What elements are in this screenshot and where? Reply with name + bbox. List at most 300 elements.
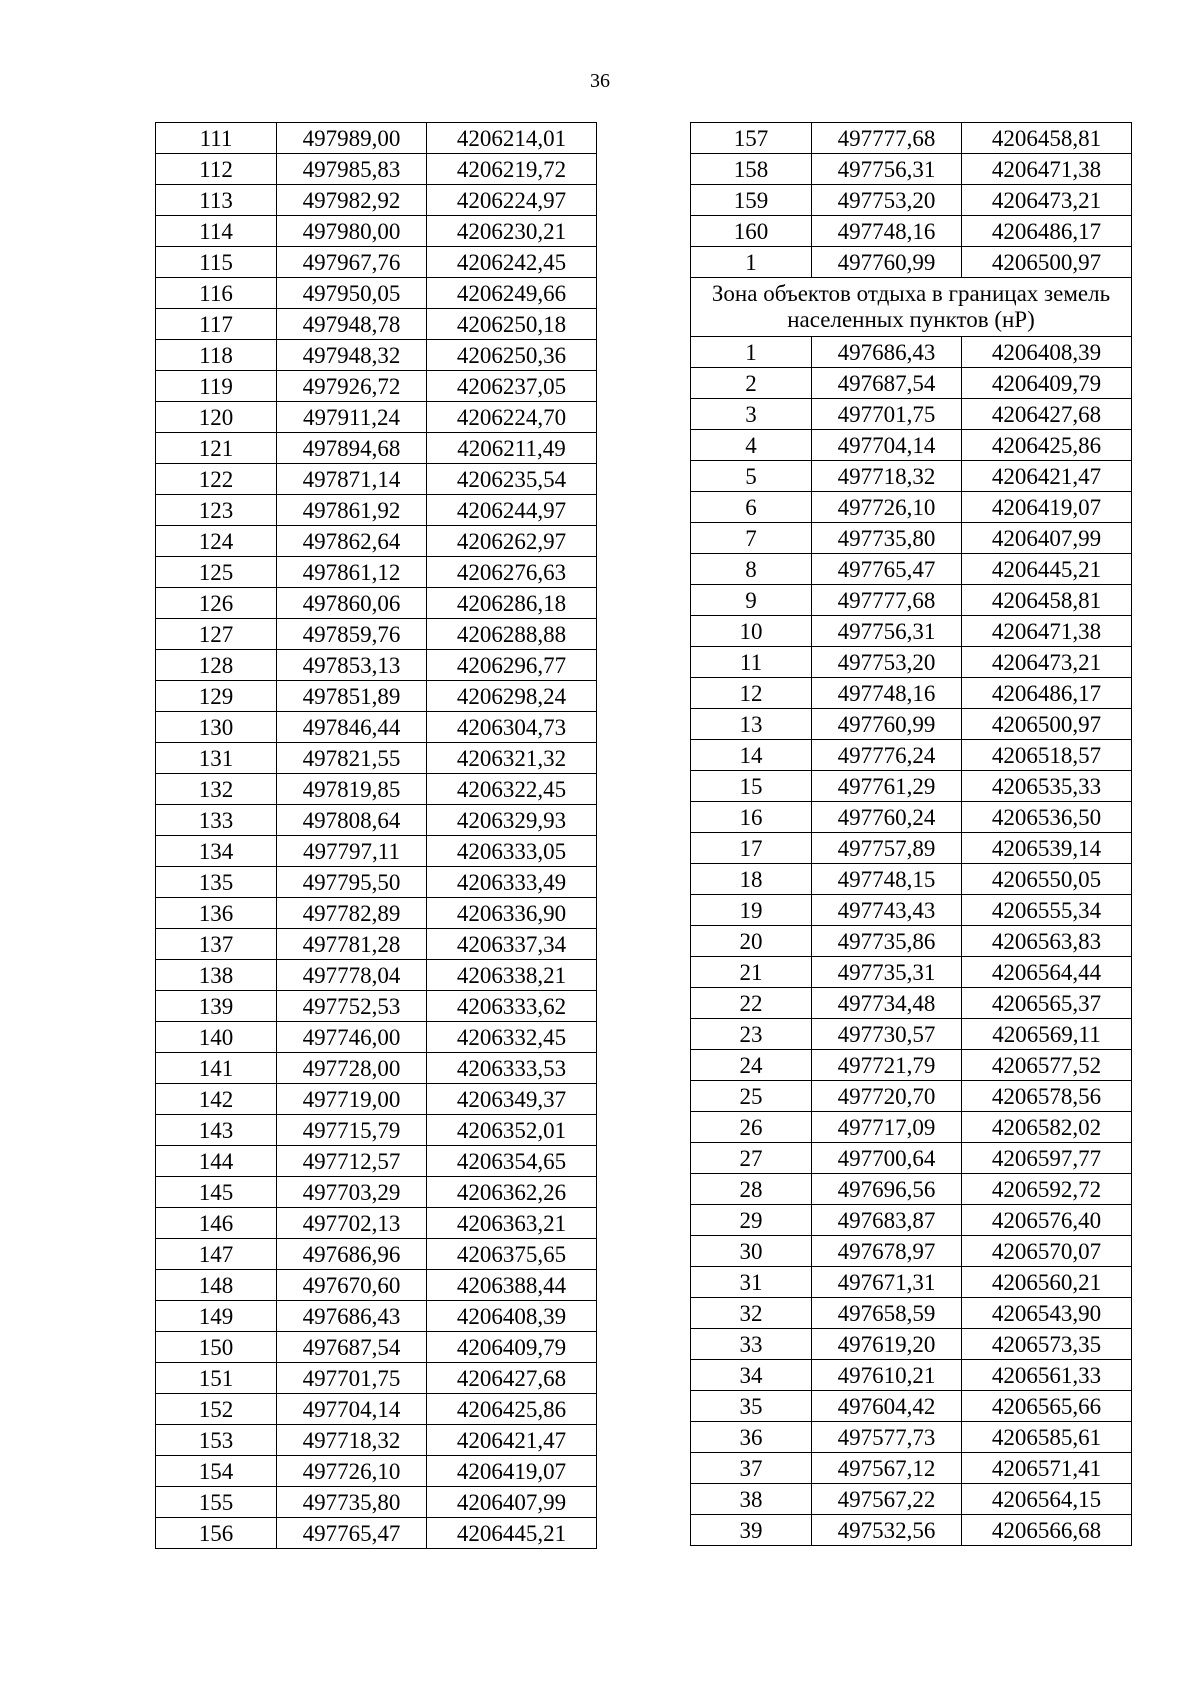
zone-heading: Зона объектов отдыха в границах земель населенных пунктов (нР)	[691, 278, 1132, 337]
point-number-cell: 145	[156, 1177, 277, 1208]
point-number-cell: 130	[156, 712, 277, 743]
x-coordinate-cell: 497808,64	[277, 805, 427, 836]
x-coordinate-cell: 497860,06	[277, 588, 427, 619]
x-coordinate-cell: 497894,68	[277, 433, 427, 464]
table-row	[691, 926, 1132, 957]
table-row	[691, 185, 1132, 216]
x-coordinate-cell: 497760,99	[812, 709, 962, 740]
point-number-cell: 159	[691, 185, 812, 216]
point-number-cell: 22	[691, 988, 812, 1019]
y-coordinate-cell: 4206244,97	[427, 495, 597, 526]
x-coordinate-cell: 497687,54	[812, 368, 962, 399]
point-number-cell: 157	[691, 123, 812, 154]
point-number-cell: 4	[691, 430, 812, 461]
point-number-cell: 148	[156, 1270, 277, 1301]
table-row	[156, 743, 597, 774]
table-row	[156, 1239, 597, 1270]
x-coordinate-cell: 497871,14	[277, 464, 427, 495]
table-row	[691, 1515, 1132, 1546]
coordinates-table-right-body-top	[691, 123, 1132, 278]
y-coordinate-cell: 4206224,70	[427, 402, 597, 433]
point-number-cell: 15	[691, 771, 812, 802]
table-row	[156, 619, 597, 650]
x-coordinate-cell: 497795,50	[277, 867, 427, 898]
y-coordinate-cell: 4206352,01	[427, 1115, 597, 1146]
point-number-cell: 18	[691, 864, 812, 895]
y-coordinate-cell: 4206445,21	[427, 1518, 597, 1549]
x-coordinate-cell: 497756,31	[812, 616, 962, 647]
x-coordinate-cell: 497686,96	[277, 1239, 427, 1270]
y-coordinate-cell: 4206539,14	[962, 833, 1132, 864]
y-coordinate-cell: 4206329,93	[427, 805, 597, 836]
point-number-cell: 125	[156, 557, 277, 588]
table-row	[691, 864, 1132, 895]
x-coordinate-cell: 497704,14	[277, 1394, 427, 1425]
y-coordinate-cell: 4206486,17	[962, 678, 1132, 709]
y-coordinate-cell: 4206536,50	[962, 802, 1132, 833]
table-row	[691, 1205, 1132, 1236]
y-coordinate-cell: 4206535,33	[962, 771, 1132, 802]
y-coordinate-cell: 4206409,79	[962, 368, 1132, 399]
x-coordinate-cell: 497752,53	[277, 991, 427, 1022]
y-coordinate-cell: 4206333,62	[427, 991, 597, 1022]
y-coordinate-cell: 4206573,35	[962, 1329, 1132, 1360]
y-coordinate-cell: 4206408,39	[427, 1301, 597, 1332]
table-row	[691, 399, 1132, 430]
point-number-cell: 117	[156, 309, 277, 340]
x-coordinate-cell: 497720,70	[812, 1081, 962, 1112]
y-coordinate-cell: 4206333,05	[427, 836, 597, 867]
zone-heading-row	[691, 278, 1132, 337]
point-number-cell: 114	[156, 216, 277, 247]
table-row	[691, 123, 1132, 154]
x-coordinate-cell: 497700,64	[812, 1143, 962, 1174]
table-row	[156, 1301, 597, 1332]
coordinates-table-right-body-bottom	[691, 337, 1132, 1546]
y-coordinate-cell: 4206425,86	[427, 1394, 597, 1425]
point-number-cell: 124	[156, 526, 277, 557]
y-coordinate-cell: 4206555,34	[962, 895, 1132, 926]
point-number-cell: 26	[691, 1112, 812, 1143]
y-coordinate-cell: 4206249,66	[427, 278, 597, 309]
y-coordinate-cell: 4206582,02	[962, 1112, 1132, 1143]
table-row	[156, 1363, 597, 1394]
table-row	[156, 1177, 597, 1208]
point-number-cell: 138	[156, 960, 277, 991]
x-coordinate-cell: 497777,68	[812, 585, 962, 616]
point-number-cell: 113	[156, 185, 277, 216]
x-coordinate-cell: 497760,99	[812, 247, 962, 278]
y-coordinate-cell: 4206471,38	[962, 154, 1132, 185]
x-coordinate-cell: 497748,16	[812, 216, 962, 247]
point-number-cell: 39	[691, 1515, 812, 1546]
x-coordinate-cell: 497861,12	[277, 557, 427, 588]
y-coordinate-cell: 4206518,57	[962, 740, 1132, 771]
x-coordinate-cell: 497703,29	[277, 1177, 427, 1208]
table-row	[156, 650, 597, 681]
point-number-cell: 139	[156, 991, 277, 1022]
point-number-cell: 116	[156, 278, 277, 309]
x-coordinate-cell: 497797,11	[277, 836, 427, 867]
x-coordinate-cell: 497726,10	[277, 1456, 427, 1487]
y-coordinate-cell: 4206250,36	[427, 340, 597, 371]
point-number-cell: 147	[156, 1239, 277, 1270]
point-number-cell: 132	[156, 774, 277, 805]
table-row	[691, 988, 1132, 1019]
coordinates-table-right	[690, 122, 1132, 1546]
point-number-cell: 16	[691, 802, 812, 833]
table-row	[691, 1484, 1132, 1515]
y-coordinate-cell: 4206419,07	[427, 1456, 597, 1487]
table-row	[156, 898, 597, 929]
x-coordinate-cell: 497821,55	[277, 743, 427, 774]
x-coordinate-cell: 497781,28	[277, 929, 427, 960]
table-row	[691, 461, 1132, 492]
table-row	[691, 554, 1132, 585]
point-number-cell: 154	[156, 1456, 277, 1487]
table-row	[156, 712, 597, 743]
x-coordinate-cell: 497604,42	[812, 1391, 962, 1422]
x-coordinate-cell: 497712,57	[277, 1146, 427, 1177]
table-row	[691, 833, 1132, 864]
x-coordinate-cell: 497577,73	[812, 1422, 962, 1453]
point-number-cell: 121	[156, 433, 277, 464]
x-coordinate-cell: 497721,79	[812, 1050, 962, 1081]
x-coordinate-cell: 497718,32	[277, 1425, 427, 1456]
x-coordinate-cell: 497819,85	[277, 774, 427, 805]
y-coordinate-cell: 4206250,18	[427, 309, 597, 340]
table-row	[156, 1270, 597, 1301]
x-coordinate-cell: 497776,24	[812, 740, 962, 771]
x-coordinate-cell: 497765,47	[812, 554, 962, 585]
x-coordinate-cell: 497726,10	[812, 492, 962, 523]
table-row	[691, 216, 1132, 247]
x-coordinate-cell: 497748,16	[812, 678, 962, 709]
table-row	[156, 1518, 597, 1549]
table-row	[156, 526, 597, 557]
x-coordinate-cell: 497846,44	[277, 712, 427, 743]
table-row	[691, 771, 1132, 802]
table-row	[691, 492, 1132, 523]
y-coordinate-cell: 4206332,45	[427, 1022, 597, 1053]
x-coordinate-cell: 497728,00	[277, 1053, 427, 1084]
point-number-cell: 37	[691, 1453, 812, 1484]
point-number-cell: 156	[156, 1518, 277, 1549]
y-coordinate-cell: 4206214,01	[427, 123, 597, 154]
page-number: 36	[590, 70, 610, 92]
x-coordinate-cell: 497610,21	[812, 1360, 962, 1391]
x-coordinate-cell: 497859,76	[277, 619, 427, 650]
point-number-cell: 25	[691, 1081, 812, 1112]
point-number-cell: 131	[156, 743, 277, 774]
table-row	[156, 433, 597, 464]
point-number-cell: 3	[691, 399, 812, 430]
point-number-cell: 9	[691, 585, 812, 616]
table-row	[156, 929, 597, 960]
point-number-cell: 36	[691, 1422, 812, 1453]
zone-heading-section	[691, 278, 1132, 337]
point-number-cell: 127	[156, 619, 277, 650]
point-number-cell: 150	[156, 1332, 277, 1363]
table-row	[156, 402, 597, 433]
table-row	[156, 1425, 597, 1456]
point-number-cell: 118	[156, 340, 277, 371]
point-number-cell: 12	[691, 678, 812, 709]
table-row	[156, 1022, 597, 1053]
y-coordinate-cell: 4206288,88	[427, 619, 597, 650]
table-row	[691, 1267, 1132, 1298]
x-coordinate-cell: 497967,76	[277, 247, 427, 278]
table-row	[691, 1422, 1132, 1453]
point-number-cell: 30	[691, 1236, 812, 1267]
table-row	[691, 247, 1132, 278]
point-number-cell: 152	[156, 1394, 277, 1425]
table-row	[691, 430, 1132, 461]
table-row	[691, 1391, 1132, 1422]
point-number-cell: 144	[156, 1146, 277, 1177]
point-number-cell: 7	[691, 523, 812, 554]
x-coordinate-cell: 497735,86	[812, 926, 962, 957]
x-coordinate-cell: 497782,89	[277, 898, 427, 929]
table-row	[691, 895, 1132, 926]
table-row	[691, 154, 1132, 185]
x-coordinate-cell: 497735,31	[812, 957, 962, 988]
x-coordinate-cell: 497567,12	[812, 1453, 962, 1484]
y-coordinate-cell: 4206333,49	[427, 867, 597, 898]
table-row	[691, 1329, 1132, 1360]
x-coordinate-cell: 497756,31	[812, 154, 962, 185]
point-number-cell: 151	[156, 1363, 277, 1394]
y-coordinate-cell: 4206211,49	[427, 433, 597, 464]
y-coordinate-cell: 4206570,07	[962, 1236, 1132, 1267]
y-coordinate-cell: 4206592,72	[962, 1174, 1132, 1205]
x-coordinate-cell: 497730,57	[812, 1019, 962, 1050]
point-number-cell: 5	[691, 461, 812, 492]
table-row	[691, 616, 1132, 647]
table-row	[156, 1084, 597, 1115]
table-row	[691, 1143, 1132, 1174]
point-number-cell: 112	[156, 154, 277, 185]
point-number-cell: 2	[691, 368, 812, 399]
point-number-cell: 23	[691, 1019, 812, 1050]
y-coordinate-cell: 4206471,38	[962, 616, 1132, 647]
table-row	[156, 1332, 597, 1363]
point-number-cell: 34	[691, 1360, 812, 1391]
y-coordinate-cell: 4206363,21	[427, 1208, 597, 1239]
y-coordinate-cell: 4206425,86	[962, 430, 1132, 461]
point-number-cell: 13	[691, 709, 812, 740]
point-number-cell: 149	[156, 1301, 277, 1332]
table-row	[156, 154, 597, 185]
x-coordinate-cell: 497702,13	[277, 1208, 427, 1239]
x-coordinate-cell: 497719,00	[277, 1084, 427, 1115]
table-row	[156, 1456, 597, 1487]
x-coordinate-cell: 497532,56	[812, 1515, 962, 1546]
point-number-cell: 135	[156, 867, 277, 898]
y-coordinate-cell: 4206407,99	[427, 1487, 597, 1518]
y-coordinate-cell: 4206563,83	[962, 926, 1132, 957]
point-number-cell: 32	[691, 1298, 812, 1329]
x-coordinate-cell: 497982,92	[277, 185, 427, 216]
table-row	[691, 585, 1132, 616]
x-coordinate-cell: 497670,60	[277, 1270, 427, 1301]
x-coordinate-cell: 497926,72	[277, 371, 427, 402]
y-coordinate-cell: 4206565,37	[962, 988, 1132, 1019]
point-number-cell: 111	[156, 123, 277, 154]
x-coordinate-cell: 497757,89	[812, 833, 962, 864]
x-coordinate-cell: 497735,80	[277, 1487, 427, 1518]
table-row	[691, 523, 1132, 554]
y-coordinate-cell: 4206576,40	[962, 1205, 1132, 1236]
point-number-cell: 123	[156, 495, 277, 526]
table-row	[156, 681, 597, 712]
point-number-cell: 21	[691, 957, 812, 988]
table-row	[691, 1236, 1132, 1267]
table-row	[156, 123, 597, 154]
table-row	[691, 1174, 1132, 1205]
point-number-cell: 128	[156, 650, 277, 681]
y-coordinate-cell: 4206486,17	[962, 216, 1132, 247]
y-coordinate-cell: 4206354,65	[427, 1146, 597, 1177]
y-coordinate-cell: 4206276,63	[427, 557, 597, 588]
x-coordinate-cell: 497683,87	[812, 1205, 962, 1236]
point-number-cell: 120	[156, 402, 277, 433]
point-number-cell: 119	[156, 371, 277, 402]
point-number-cell: 142	[156, 1084, 277, 1115]
y-coordinate-cell: 4206473,21	[962, 185, 1132, 216]
point-number-cell: 136	[156, 898, 277, 929]
y-coordinate-cell: 4206597,77	[962, 1143, 1132, 1174]
y-coordinate-cell: 4206388,44	[427, 1270, 597, 1301]
y-coordinate-cell: 4206235,54	[427, 464, 597, 495]
table-row	[691, 1360, 1132, 1391]
y-coordinate-cell: 4206569,11	[962, 1019, 1132, 1050]
y-coordinate-cell: 4206262,97	[427, 526, 597, 557]
x-coordinate-cell: 497950,05	[277, 278, 427, 309]
y-coordinate-cell: 4206375,65	[427, 1239, 597, 1270]
y-coordinate-cell: 4206296,77	[427, 650, 597, 681]
table-row	[156, 216, 597, 247]
x-coordinate-cell: 497567,22	[812, 1484, 962, 1515]
table-row	[691, 337, 1132, 368]
point-number-cell: 140	[156, 1022, 277, 1053]
x-coordinate-cell: 497658,59	[812, 1298, 962, 1329]
y-coordinate-cell: 4206564,44	[962, 957, 1132, 988]
x-coordinate-cell: 497948,78	[277, 309, 427, 340]
point-number-cell: 129	[156, 681, 277, 712]
x-coordinate-cell: 497980,00	[277, 216, 427, 247]
point-number-cell: 35	[691, 1391, 812, 1422]
y-coordinate-cell: 4206337,34	[427, 929, 597, 960]
x-coordinate-cell: 497861,92	[277, 495, 427, 526]
y-coordinate-cell: 4206566,68	[962, 1515, 1132, 1546]
x-coordinate-cell: 497760,24	[812, 802, 962, 833]
y-coordinate-cell: 4206333,53	[427, 1053, 597, 1084]
point-number-cell: 24	[691, 1050, 812, 1081]
point-number-cell: 1	[691, 337, 812, 368]
x-coordinate-cell: 497678,97	[812, 1236, 962, 1267]
point-number-cell: 27	[691, 1143, 812, 1174]
y-coordinate-cell: 4206409,79	[427, 1332, 597, 1363]
y-coordinate-cell: 4206421,47	[427, 1425, 597, 1456]
x-coordinate-cell: 497696,56	[812, 1174, 962, 1205]
y-coordinate-cell: 4206242,45	[427, 247, 597, 278]
y-coordinate-cell: 4206224,97	[427, 185, 597, 216]
point-number-cell: 29	[691, 1205, 812, 1236]
table-row	[156, 588, 597, 619]
x-coordinate-cell: 497761,29	[812, 771, 962, 802]
y-coordinate-cell: 4206458,81	[962, 123, 1132, 154]
x-coordinate-cell: 497985,83	[277, 154, 427, 185]
point-number-cell: 11	[691, 647, 812, 678]
table-row	[156, 185, 597, 216]
table-row	[691, 1298, 1132, 1329]
point-number-cell: 158	[691, 154, 812, 185]
table-row	[156, 309, 597, 340]
table-row	[156, 495, 597, 526]
table-row	[156, 1208, 597, 1239]
table-row	[156, 1053, 597, 1084]
point-number-cell: 31	[691, 1267, 812, 1298]
table-row	[156, 991, 597, 1022]
y-coordinate-cell: 4206286,18	[427, 588, 597, 619]
table-row	[691, 1019, 1132, 1050]
y-coordinate-cell: 4206338,21	[427, 960, 597, 991]
y-coordinate-cell: 4206427,68	[962, 399, 1132, 430]
y-coordinate-cell: 4206421,47	[962, 461, 1132, 492]
x-coordinate-cell: 497753,20	[812, 185, 962, 216]
y-coordinate-cell: 4206500,97	[962, 247, 1132, 278]
y-coordinate-cell: 4206230,21	[427, 216, 597, 247]
table-row	[156, 278, 597, 309]
y-coordinate-cell: 4206571,41	[962, 1453, 1132, 1484]
y-coordinate-cell: 4206500,97	[962, 709, 1132, 740]
point-number-cell: 133	[156, 805, 277, 836]
table-row	[156, 1146, 597, 1177]
x-coordinate-cell: 497717,09	[812, 1112, 962, 1143]
point-number-cell: 1	[691, 247, 812, 278]
y-coordinate-cell: 4206560,21	[962, 1267, 1132, 1298]
x-coordinate-cell: 497853,13	[277, 650, 427, 681]
point-number-cell: 141	[156, 1053, 277, 1084]
point-number-cell: 14	[691, 740, 812, 771]
point-number-cell: 153	[156, 1425, 277, 1456]
x-coordinate-cell: 497686,43	[812, 337, 962, 368]
y-coordinate-cell: 4206298,24	[427, 681, 597, 712]
point-number-cell: 33	[691, 1329, 812, 1360]
y-coordinate-cell: 4206445,21	[962, 554, 1132, 585]
point-number-cell: 10	[691, 616, 812, 647]
x-coordinate-cell: 497686,43	[277, 1301, 427, 1332]
point-number-cell: 143	[156, 1115, 277, 1146]
table-row	[156, 1115, 597, 1146]
coordinates-table-left-body	[156, 123, 597, 1549]
point-number-cell: 17	[691, 833, 812, 864]
table-row	[156, 247, 597, 278]
point-number-cell: 126	[156, 588, 277, 619]
x-coordinate-cell: 497911,24	[277, 402, 427, 433]
point-number-cell: 122	[156, 464, 277, 495]
y-coordinate-cell: 4206407,99	[962, 523, 1132, 554]
x-coordinate-cell: 497701,75	[812, 399, 962, 430]
y-coordinate-cell: 4206565,66	[962, 1391, 1132, 1422]
y-coordinate-cell: 4206458,81	[962, 585, 1132, 616]
y-coordinate-cell: 4206550,05	[962, 864, 1132, 895]
table-row	[156, 340, 597, 371]
x-coordinate-cell: 497718,32	[812, 461, 962, 492]
table-row	[156, 1487, 597, 1518]
table-row	[156, 371, 597, 402]
